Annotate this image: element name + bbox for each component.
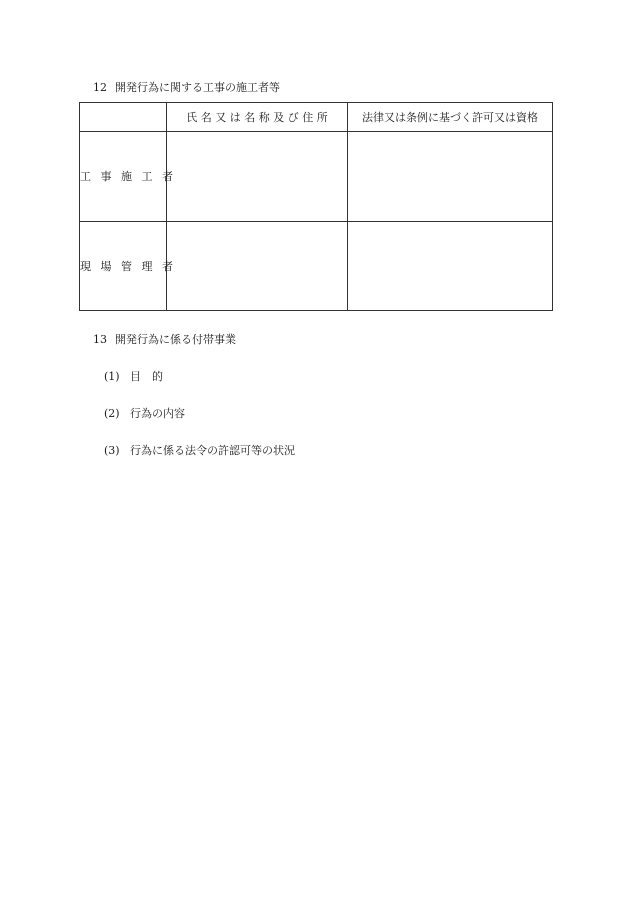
item-1-label: 目 的 — [130, 370, 163, 383]
header-name-address: 氏 名 又 は 名 称 及 び 住 所 — [167, 103, 348, 132]
header-license: 法律又は条例に基づく許可又は資格 — [348, 103, 553, 132]
list-item — [104, 444, 295, 458]
section-12-number: 12 — [93, 81, 107, 94]
list-item — [104, 370, 163, 384]
row-label-contractor: 工 事 施 工 者 — [80, 132, 167, 221]
section-13-number: 13 — [93, 333, 107, 346]
section-13-heading — [93, 333, 236, 347]
site-manager-license-cell[interactable] — [348, 221, 553, 310]
list-item — [104, 407, 185, 421]
table-row — [80, 132, 553, 221]
section-12-title: 開発行為に関する工事の施工者等 — [115, 81, 280, 94]
row-label-site-manager: 現 場 管 理 者 — [80, 221, 167, 310]
section-13-title: 開発行為に係る付帯事業 — [115, 333, 236, 346]
table-header-row — [80, 103, 553, 132]
contractor-table — [79, 102, 553, 311]
item-1-number: (1) — [104, 370, 120, 383]
item-3-number: (3) — [104, 444, 120, 457]
item-2-number: (2) — [104, 407, 120, 420]
section-12-heading — [93, 81, 280, 95]
site-manager-name-address-cell[interactable] — [167, 221, 348, 310]
table-row — [80, 221, 553, 310]
contractor-license-cell[interactable] — [348, 132, 553, 221]
contractor-name-address-cell[interactable] — [167, 132, 348, 221]
item-2-label: 行為の内容 — [130, 407, 185, 420]
header-empty-cell — [80, 103, 167, 132]
item-3-label: 行為に係る法令の許認可等の状況 — [130, 444, 295, 457]
